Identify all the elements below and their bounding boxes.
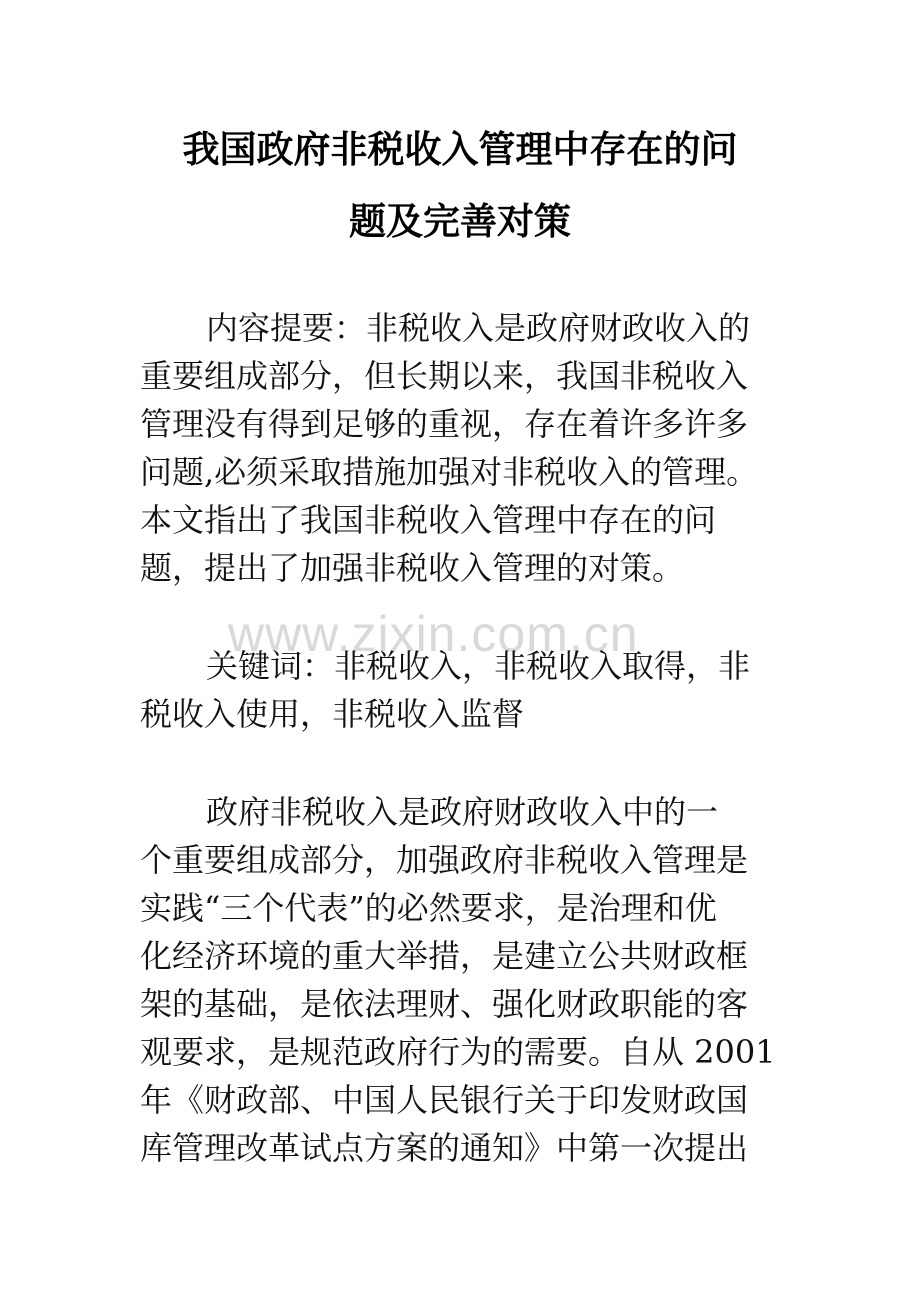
keywords-line: 关键词：非税收入，非税收入取得，非 — [206, 647, 751, 685]
abstract-line: 本文指出了我国非税收入管理中存在的问 — [140, 501, 717, 539]
abstract-line: 内容提要：非税收入是政府财政收入的 — [206, 309, 751, 347]
document-title-line-2: 题及完善对策 — [349, 200, 571, 243]
keywords-line: 税收入使用，非税收入监督 — [140, 695, 525, 733]
watermark: www.zixin.com.cn — [228, 606, 639, 662]
abstract-line: 管理没有得到足够的重视，存在着许多许多 — [140, 405, 749, 443]
body-line: 架的基础，是依法理财、强化财政职能的客 — [140, 985, 749, 1023]
body-line: 政府非税收入是政府财政收入中的一 — [206, 793, 719, 831]
body-line: 观要求，是规范政府行为的需要。自从 2001 — [140, 1033, 776, 1071]
document-title-line-1: 我国政府非税收入管理中存在的问 — [182, 128, 738, 171]
abstract-line: 问题,必须采取措施加强对非税收入的管理。 — [140, 453, 759, 491]
abstract-line: 重要组成部分，但长期以来，我国非税收入 — [140, 357, 749, 395]
body-line: 化经济环境的重大举措，是建立公共财政框 — [140, 937, 749, 975]
abstract-line: 题，提出了加强非税收入管理的对策。 — [140, 549, 685, 587]
body-line: 年《财政部、中国人民银行关于印发财政国 — [140, 1081, 749, 1119]
body-line: 实践“三个代表”的必然要求，是治理和优 — [140, 889, 717, 927]
body-line: 个重要组成部分，加强政府非税收入管理是 — [140, 841, 749, 879]
body-line: 库管理改革试点方案的通知》中第一次提出 — [140, 1129, 749, 1167]
